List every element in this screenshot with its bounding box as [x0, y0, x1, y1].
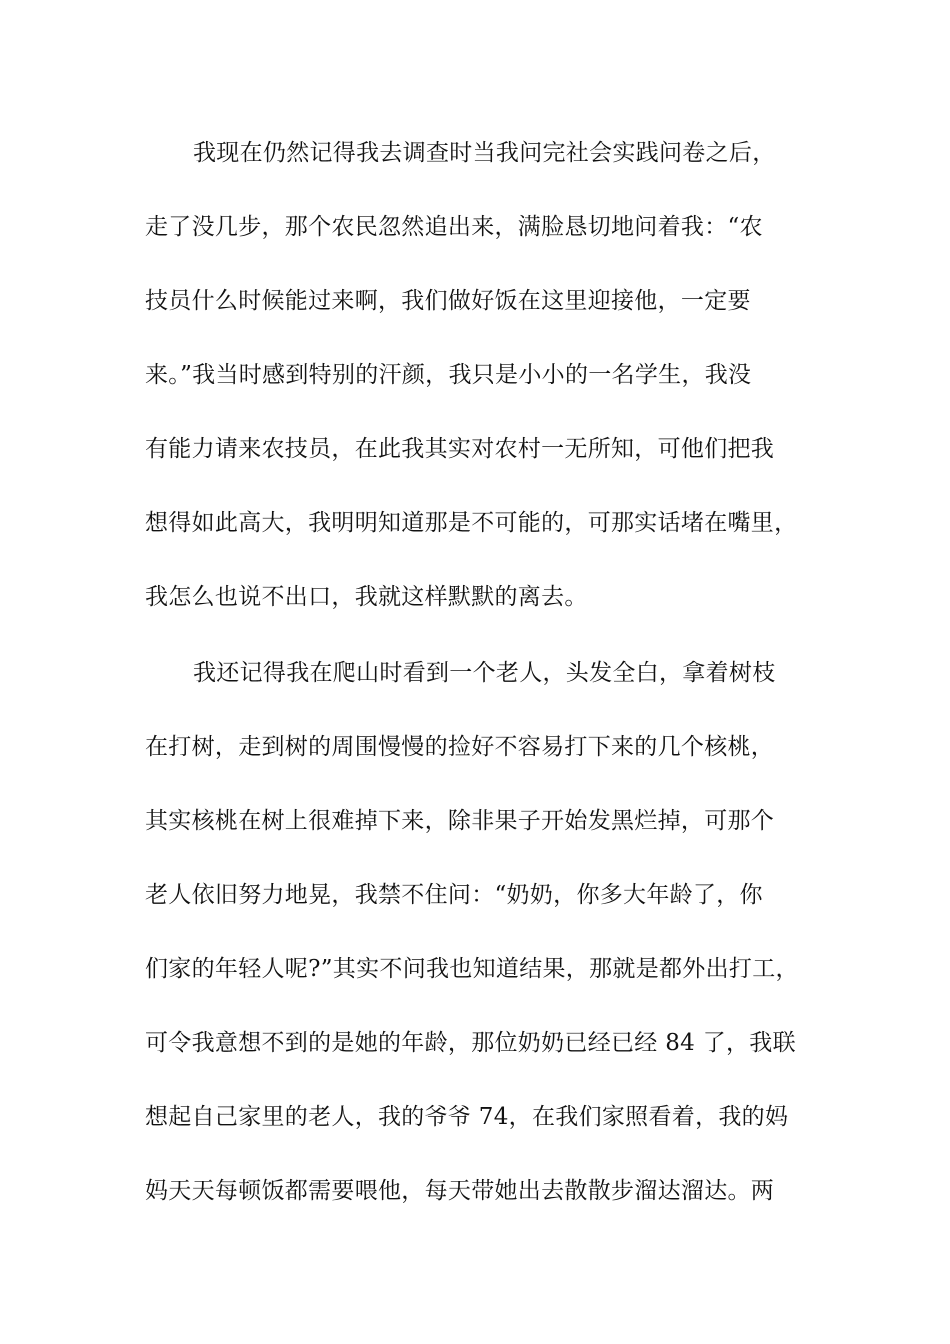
paragraph-1-line-7: 我怎么也说不出口，我就这样默默的离去。 [145, 584, 588, 610]
paragraph-2-line-8: 妈天天每顿饭都需要喂他，每天带她出去散散步溜达溜达。两 [145, 1178, 775, 1204]
paragraph-2-line-2: 在打树，走到树的周围慢慢的捡好不容易打下来的几个核桃， [145, 734, 775, 760]
paragraph-1-line-2: 走了没几步，那个农民忽然追出来，满脸恳切地问着我：“农 [145, 214, 763, 240]
paragraph-2-line-4: 老人依旧努力地晃，我禁不住问：“奶奶，你多大年龄了，你 [145, 882, 763, 908]
paragraph-1-line-3: 技员什么时候能过来啊，我们做好饭在这里迎接他，一定要 [145, 288, 751, 314]
paragraph-2-line-6: 可令我意想不到的是她的年龄，那位奶奶已经已经 84 了，我联 [145, 1030, 796, 1056]
paragraph-1-line-1: 我现在仍然记得我去调查时当我问完社会实践问卷之后， [193, 140, 776, 166]
paragraph-1-line-6: 想得如此高大，我明明知道那是不可能的，可那实话堵在嘴里， [145, 510, 798, 536]
paragraph-2-line-7: 想起自己家里的老人，我的爷爷 74，在我们家照看着，我的妈 [145, 1104, 789, 1130]
paragraph-2-line-5: 们家的年轻人呢?”其实不问我也知道结果，那就是都外出打工， [145, 956, 799, 982]
paragraph-2-line-1: 我还记得我在爬山时看到一个老人，头发全白，拿着树枝 [193, 660, 776, 686]
paragraph-2-line-3: 其实核桃在树上很难掉下来，除非果子开始发黑烂掉，可那个 [145, 808, 775, 834]
paragraph-1-line-4: 来。”我当时感到特别的汗颜，我只是小小的一名学生，我没 [145, 362, 752, 388]
paragraph-1-line-5: 有能力请来农技员，在此我其实对农村一无所知，可他们把我 [145, 436, 775, 462]
